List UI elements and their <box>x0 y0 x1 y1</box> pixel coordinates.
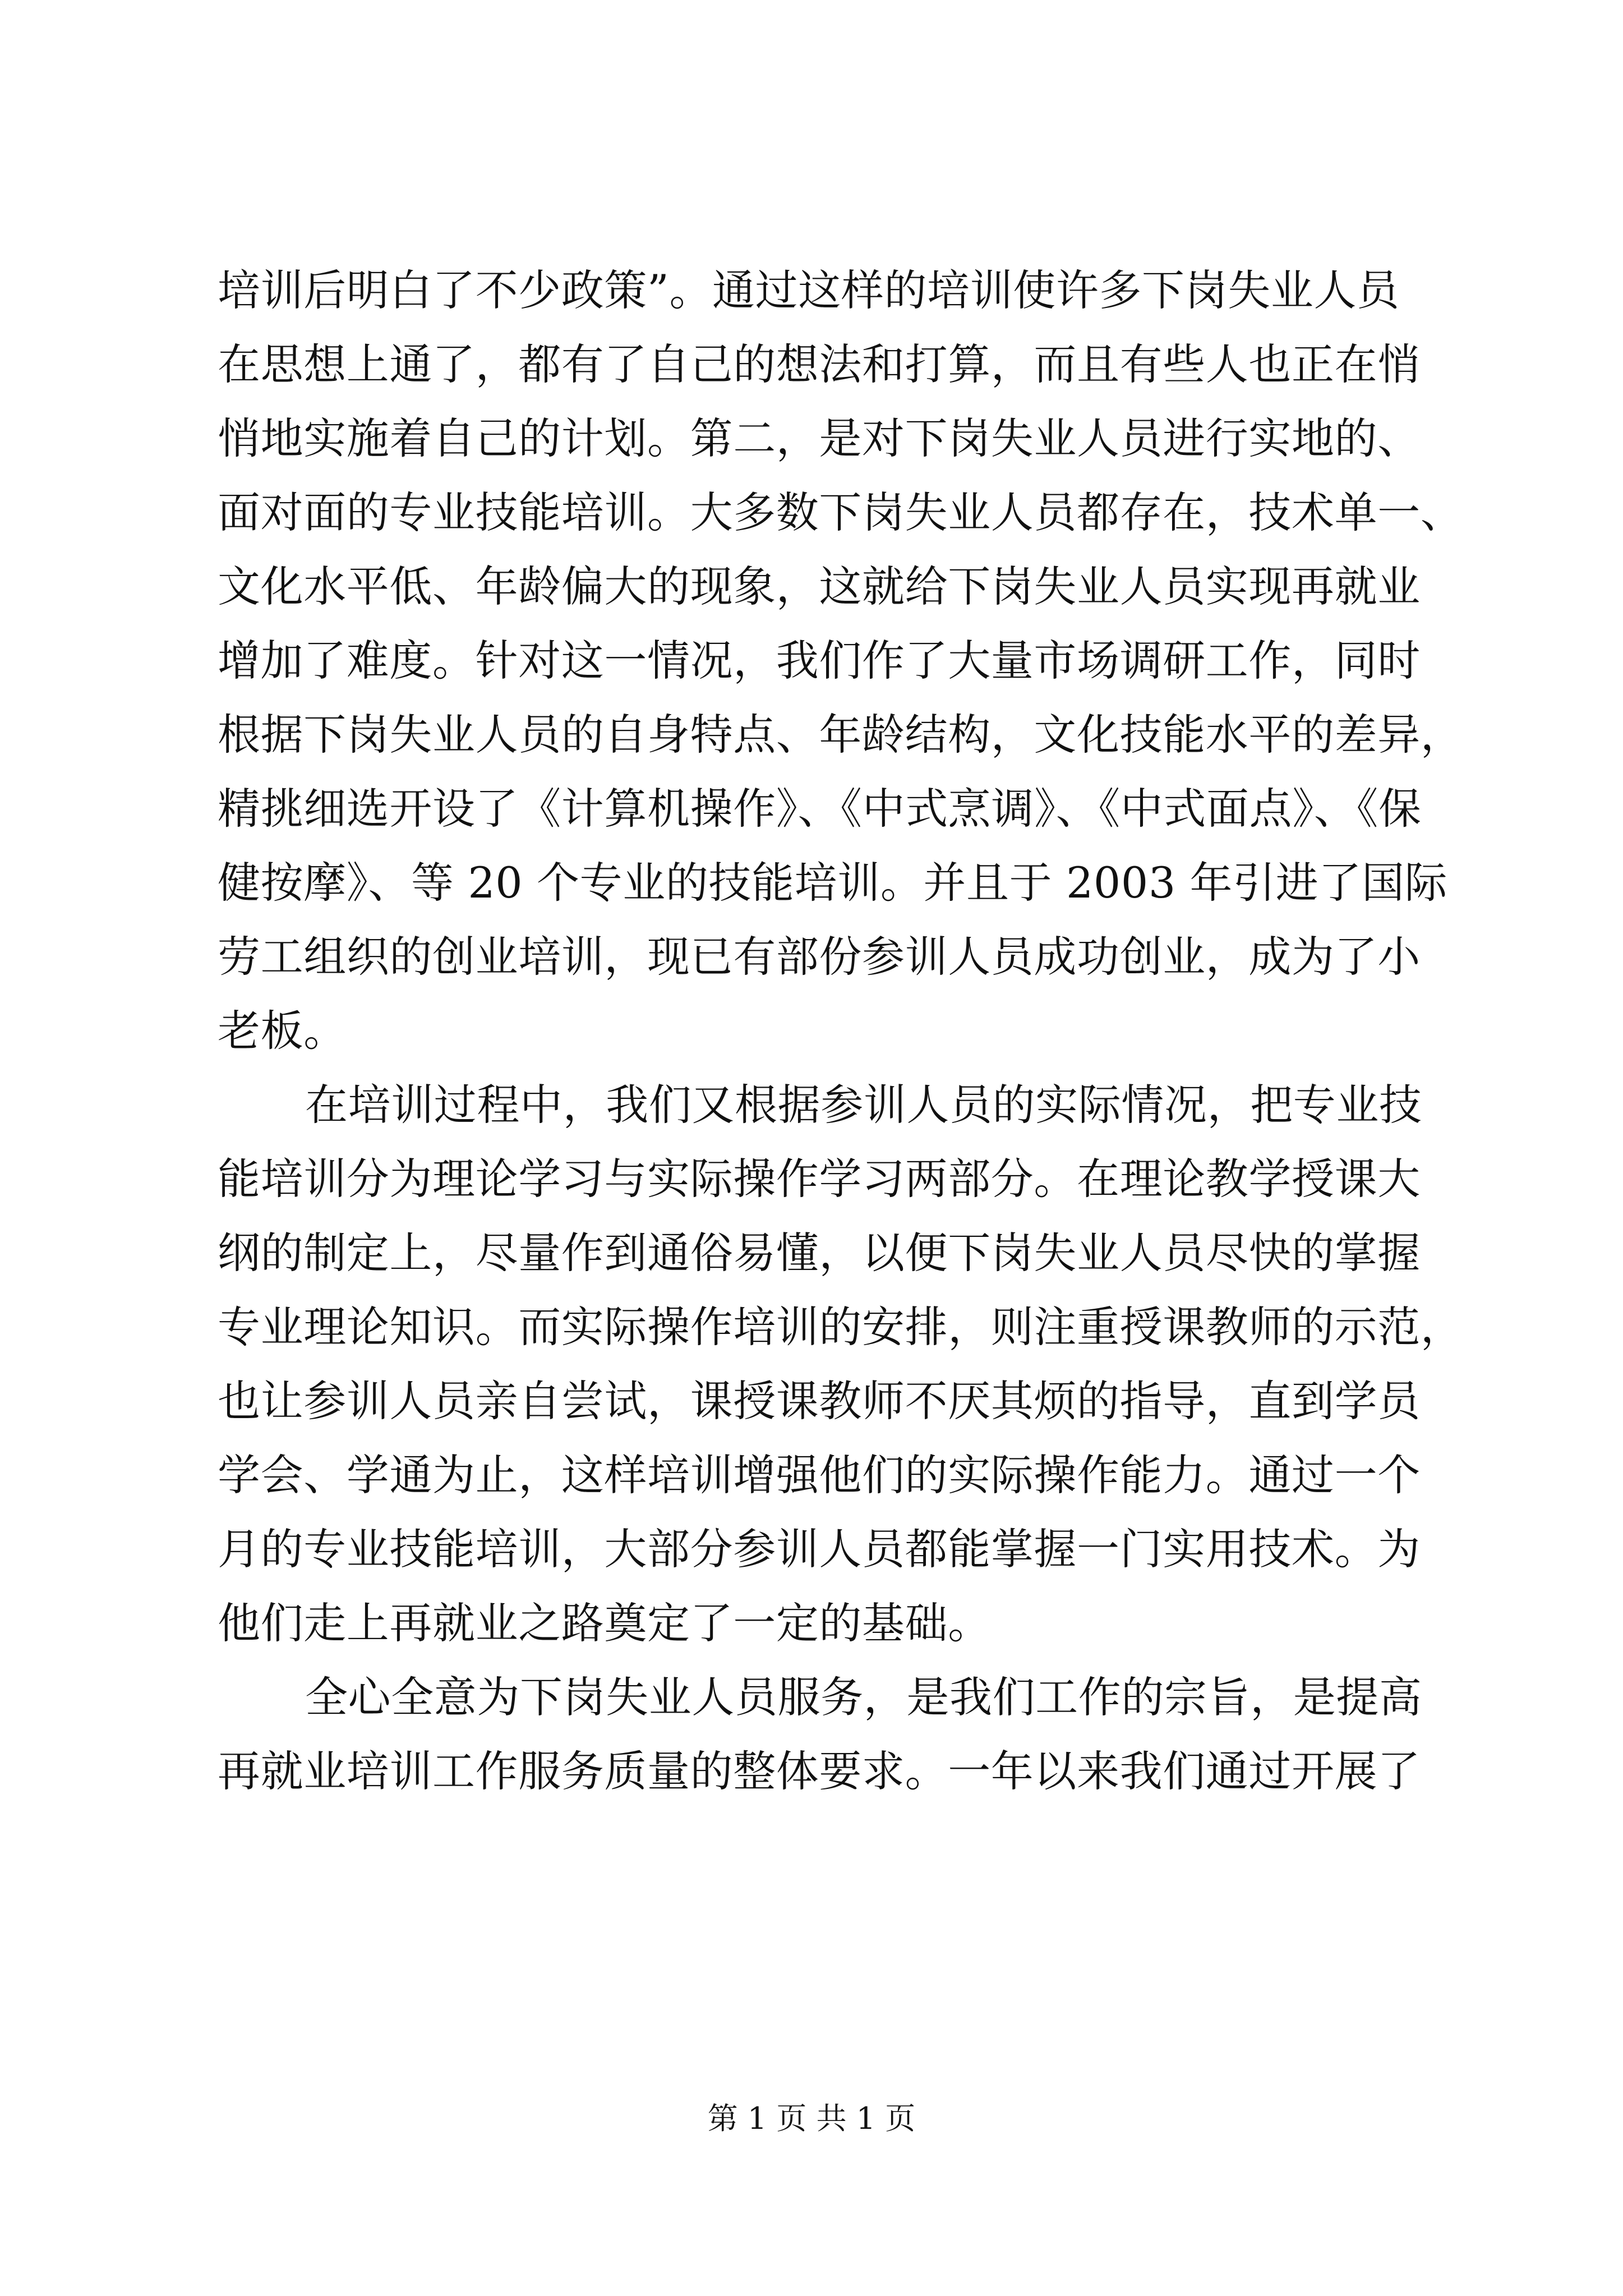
paragraph-first-line: 全心全意为下岗失业人员服务，是我们工作的宗旨，是提高 <box>305 1672 1422 1722</box>
text-line: 专业理论知识。而实际操作培训的安排，则注重授课教师的示范， <box>218 1302 1464 1352</box>
text-line: 培训后明白了不少政策”。通过这样的培训使许多下岗失业人员 <box>218 265 1400 315</box>
text-line: 他们走上再就业之路奠定了一定的基础。 <box>218 1598 991 1648</box>
text-line: 劳工组织的创业培训，现已有部份参训人员成功创业，成为了小 <box>218 932 1421 982</box>
text-line: 也让参训人员亲自尝试，课授课教师不厌其烦的指导，直到学员 <box>218 1376 1421 1426</box>
text-line: 悄地实施着自己的计划。第二，是对下岗失业人员进行实地的、 <box>218 413 1421 463</box>
text-line: 精挑细选开设了《计算机操作》、《中式烹调》、《中式面点》、《保 <box>218 784 1422 834</box>
page-number-footer: 第 1 页 共 1 页 <box>707 2101 916 2136</box>
text-line: 增加了难度。针对这一情况，我们作了大量市场调研工作，同时 <box>218 636 1421 685</box>
paragraph-first-line: 在培训过程中，我们又根据参训人员的实际情况，把专业技 <box>305 1080 1422 1130</box>
text-line: 再就业培训工作服务质量的整体要求。一年以来我们通过开展了 <box>218 1746 1421 1796</box>
text-line: 老板。 <box>218 1006 347 1056</box>
text-line: 健按摩》、等 20 个专业的技能培训。并且于 2003 年引进了国际 <box>218 858 1448 908</box>
text-line: 在思想上通了，都有了自己的想法和打算，而且有些人也正在悄 <box>218 339 1421 389</box>
text-line: 纲的制定上，尽量作到通俗易懂，以便下岗失业人员尽快的掌握 <box>218 1228 1421 1278</box>
text-line: 月的专业技能培训，大部分参训人员都能掌握一门实用技术。为 <box>218 1524 1421 1574</box>
text-line: 面对面的专业技能培训。大多数下岗失业人员都存在，技术单一、 <box>218 487 1464 537</box>
text-line: 能培训分为理论学习与实际操作学习两部分。在理论教学授课大 <box>218 1154 1421 1204</box>
text-line: 文化水平低、年龄偏大的现象，这就给下岗失业人员实现再就业 <box>218 562 1421 611</box>
text-line: 根据下岗失业人员的自身特点、年龄结构，文化技能水平的差异， <box>218 710 1464 760</box>
text-line: 学会、学通为止，这样培训增强他们的实际操作能力。通过一个 <box>218 1450 1421 1500</box>
